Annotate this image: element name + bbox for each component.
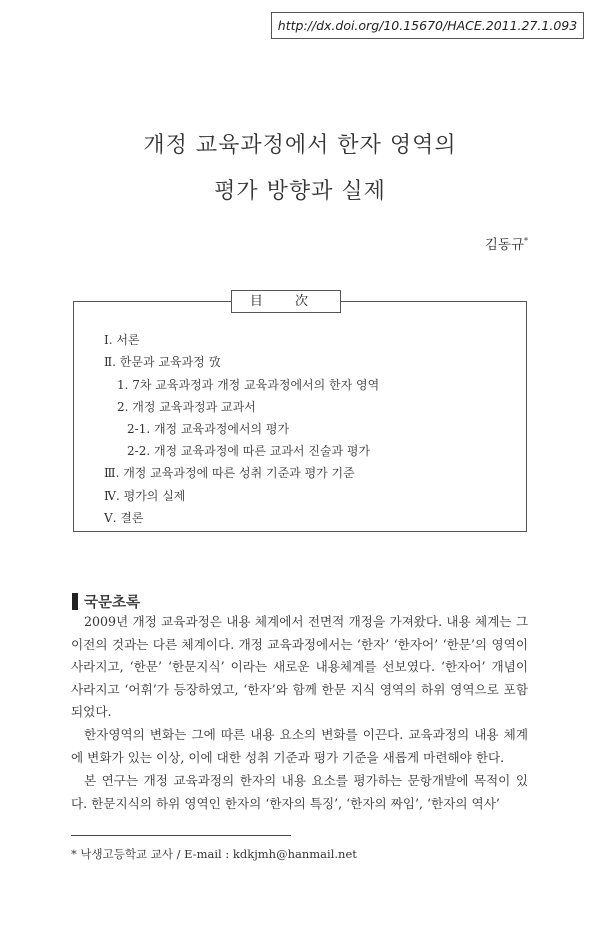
abstract-paragraph-text: 본 연구는 개정 교육과정의 한자의 내용 요소를 평가하는 문항개발에 목적이 있다. 한문지식의 하위 영역인 한자의 ‘한자의 특징’, ‘한자의 짜임’, ‘한자의 역사’	[71, 773, 528, 811]
toc-item: Ⅲ. 개정 교육과정에 따른 성취 기준과 평가 기준	[104, 466, 355, 480]
abstract-paragraph	[71, 611, 528, 724]
footnote-divider	[71, 835, 291, 836]
heading-bar-marker	[72, 593, 78, 610]
doi-link[interactable]: http://dx.doi.org/10.15670/HACE.2011.27.1.093	[271, 12, 584, 39]
abstract-paragraph-text: 한자영역의 변화는 그에 따른 내용 요소의 변화를 이끈다. 교육과정의 내용 체계에 변화가 있는 이상, 이에 대한 성취 기준과 평가 기준을 새롭게 마련해야 한다.	[71, 727, 528, 765]
toc-item: 2-2. 개정 교육과정에 따른 교과서 진술과 평가	[127, 444, 371, 458]
paper-title-line-1: 개정 교육과정에서 한자 영역의	[143, 133, 457, 158]
toc-item: Ⅴ. 결론	[104, 511, 144, 525]
toc-item: 1. 7차 교육과정과 개정 교육과정에서의 한자 영역	[117, 378, 380, 392]
toc-heading: 目 次	[231, 290, 341, 313]
abstract-heading-text: 국문초록	[84, 595, 141, 611]
abstract-paragraph-text: 2009년 개정 교육과정은 내용 체계에서 전면적 개정을 가져왔다. 내용 체계는 그 이전의 것과는 다른 체계이다. 개정 교육과정에서는 ‘한자’ ‘한자어’ ‘한문’의 영역이 사라지고, ‘한문’ ‘한문지식’ 이라는 새로운 내용체계를 선보였다. ‘한자어’ 개념이 사라지고 ‘어휘’가 등장하였고, ‘한자’와 함께 한문 지식 영역의 하위 영역으로 포함되었다.	[71, 614, 528, 720]
toc-item: 2. 개정 교육과정과 교과서	[117, 400, 256, 414]
author-name-text: 김동규	[484, 237, 524, 253]
toc-item: Ⅱ. 한문과 교육과정 攷	[104, 355, 221, 369]
abstract-paragraph	[71, 724, 528, 769]
toc-item: Ⅳ. 평가의 실제	[104, 489, 186, 503]
paper-title-line-2: 평가 방향과 실제	[214, 179, 386, 204]
author-name	[485, 233, 528, 253]
toc-item: 2-1. 개정 교육과정에서의 평가	[127, 422, 290, 436]
author-footnote-mark: *	[524, 236, 528, 246]
toc-item: Ⅰ. 서론	[104, 333, 140, 347]
author-footnote: * 낙생고등학교 교사 / E-mail : kdkjmh@hanmail.net	[71, 847, 357, 861]
abstract-paragraph	[71, 770, 528, 815]
abstract-heading	[72, 593, 140, 613]
